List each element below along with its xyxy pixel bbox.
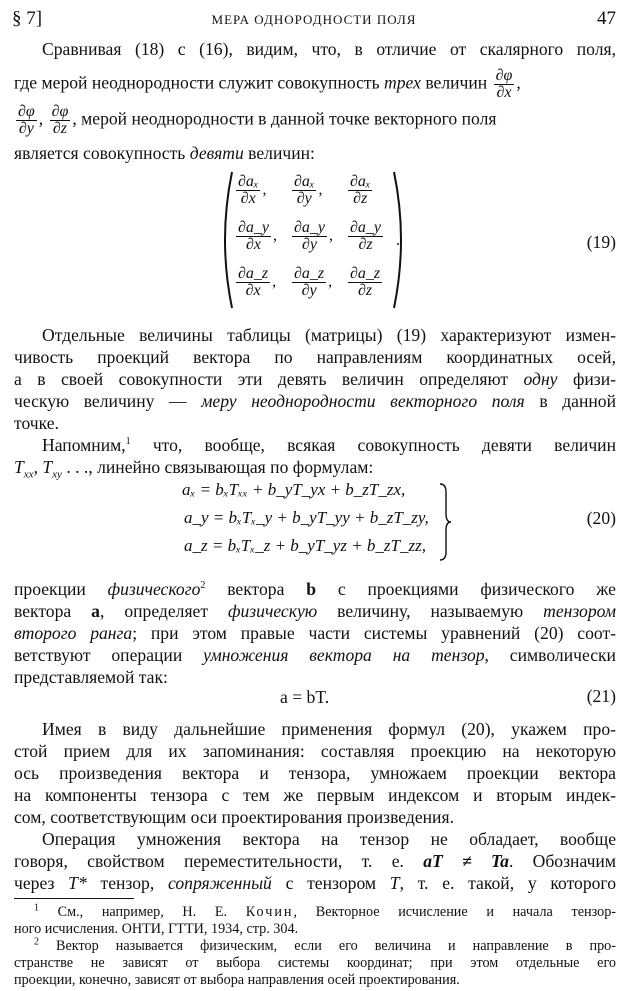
para2-line5: точке. bbox=[14, 413, 59, 433]
para2-line4: ческую величину — меру неоднородности векторного поля в данной bbox=[14, 391, 617, 411]
running-header bbox=[12, 8, 616, 32]
matrix-cell-xz: $\frac{\text{∂aₓ}}{\partial z}$ bbox=[350, 173, 371, 207]
right-brace bbox=[438, 482, 452, 562]
para6-line2: говоря, свойством переместительности, т. е. aT ≠ Ta. Обозначим bbox=[14, 851, 616, 871]
para6-line3: через T* тензор, сопряженный с тензором T, т. е. такой, у которого bbox=[14, 873, 616, 893]
equation-row-az: a_z = bₓTₓ_z + b_yT_yz + b_zT_zz, bbox=[184, 536, 426, 555]
footnote-2-line1: $^2$ Вектор называется физическим, если его величина и направление в про- bbox=[34, 936, 617, 954]
footnote-1-line1: $^1$ См., например, Н. Е. Кочин, Векторное исчисление и начала тензор- bbox=[34, 902, 617, 920]
para1-line4: является совокупность девяти величин: bbox=[14, 143, 315, 163]
para5-line2: стой прием для их запоминания: составляя проекцию на некоторую bbox=[14, 741, 616, 761]
para4-line3: второго ранга; при этом правые части системы уравнений (20) соот- bbox=[14, 623, 616, 643]
para1-line3: $\frac{\partial\varphi}{\partial y}$ , $\frac{\partial\varphi}{\partial z}$ , мерой неоднородности в данной точке векторного поля bbox=[18, 103, 497, 137]
matrix-19: $\frac{\text{∂aₓ}}{\partial x}$ , $\frac{\text{∂aₓ}}{\partial y}$ , $\frac{\text{∂aₓ}}{\partial z}$ $\frac{\partial a\_y}{\partial x}$ , $\frac{\partial a\_y}{\partial y}$ , $\frac{\partial a\_y}{\partial z}$ $\frac{\partial a\_z}{\partial x}$ , $\frac{\partial a\_z}{\partial y}$ , $\frac{\partial a\_z}{\partial z}$ . bbox=[218, 170, 408, 310]
footnote-2-line3: проекции, конечно, зависят от выбора направления осей проектирования. bbox=[14, 972, 460, 988]
matrix-cell-zx: $\frac{\partial a\_z}{\partial x}$ , bbox=[238, 265, 277, 299]
para2-line3: а в своей совокупности эти девять величин определяют одну физи- bbox=[14, 369, 616, 389]
page-number: 47 bbox=[597, 8, 616, 29]
equation-row-ay: a_y = bₓTₓ_y + b_yT_yy + b_zT_zy, bbox=[184, 508, 429, 527]
fraction-dphi-dy: $\frac{\partial\varphi}{\partial y}$ bbox=[18, 103, 35, 137]
fraction-dphi-dx: $\frac{\partial\varphi}{\partial x}$ bbox=[495, 67, 513, 101]
matrix-cell-xy: $\frac{\text{∂aₓ}}{\partial y}$ , bbox=[294, 173, 323, 207]
para5-line4: на компоненты тензора с тем же первым индексом и вторым индек- bbox=[14, 785, 616, 805]
equation-row-ax: aₓ = bₓTₓₓ + b_yT_yx + b_zT_zx, bbox=[182, 480, 406, 499]
equation-number-19: (19) bbox=[586, 232, 616, 252]
matrix-cell-yx: $\frac{\partial a\_y}{\partial x}$ , bbox=[238, 219, 278, 253]
matrix-cell-yy: $\frac{\partial a\_y}{\partial y}$ , bbox=[294, 219, 334, 253]
para5-line1: Имея в виду дальнейшие применения формул (20), укажем про- bbox=[42, 719, 616, 739]
equation-21: a = bT. bbox=[280, 687, 330, 707]
footnote-1-line2: ного исчисления. ОНТИ, ГТТИ, 1934, стр. 304. bbox=[14, 921, 299, 937]
para4-line1: проекции физического$^2$ вектора b с проекциями физического же bbox=[14, 579, 616, 599]
para5-line3: ось произведения вектора и тензора, умножаем проекции вектора bbox=[14, 763, 616, 783]
para4-line5: представляемой так: bbox=[14, 667, 168, 687]
matrix-cell-yz: $\frac{\partial a\_y}{\partial z}$ bbox=[350, 219, 382, 253]
para3-line2: $T_{xx}$, $T_{xy}$ . . ., линейно связывающая по формулам: bbox=[14, 457, 374, 481]
equation-system-20 bbox=[180, 480, 480, 564]
matrix-cell-zy: $\frac{\partial a\_z}{\partial y}$ , bbox=[294, 265, 333, 299]
para5-line5: сом, соответствующим оси проектирования произведения. bbox=[14, 807, 454, 827]
para3-line1: Напомним,$^1$ что, вообще, всякая совокупность девяти величин bbox=[42, 435, 616, 455]
section-mark: § 7] bbox=[12, 8, 43, 29]
para2-line2: чивость проекций вектора по направлениям координатных осей, bbox=[14, 347, 616, 367]
matrix-cell-xx: $\frac{\text{∂aₓ}}{\partial x}$ , bbox=[238, 173, 267, 207]
running-title: МЕРА ОДНОРОДНОСТИ ПОЛЯ bbox=[211, 12, 417, 27]
para4-line2: вектора a, определяет физическую величину, называемую тензором bbox=[14, 601, 616, 621]
para1-line2: где мерой неоднородности служит совокупность трех величин $\frac{\partial\varphi}{\partial x}$ , bbox=[14, 67, 521, 101]
para2-line1: Отдельные величины таблицы (матрицы) (19) характеризуют измен- bbox=[42, 325, 616, 345]
para6-line1: Операция умножения вектора на тензор не обладает, вообще bbox=[42, 829, 616, 849]
footnote-rule bbox=[14, 898, 134, 899]
equation-number-21: (21) bbox=[586, 686, 616, 706]
para1-line1: Сравнивая (18) с (16), видим, что, в отличие от скалярного поля, bbox=[42, 39, 616, 59]
equation-number-20: (20) bbox=[586, 508, 616, 528]
fraction-dphi-dz: $\frac{\partial\varphi}{\partial z}$ bbox=[51, 103, 69, 137]
footnote-2-line2: странстве не зависят от выбора системы координат; при этом отдельные его bbox=[14, 955, 616, 971]
para4-line4: ветствуют операции умножения вектора на тензор, символически bbox=[14, 645, 616, 665]
matrix-cell-zz: $\frac{\partial a\_z}{\partial z}$ bbox=[350, 265, 381, 299]
